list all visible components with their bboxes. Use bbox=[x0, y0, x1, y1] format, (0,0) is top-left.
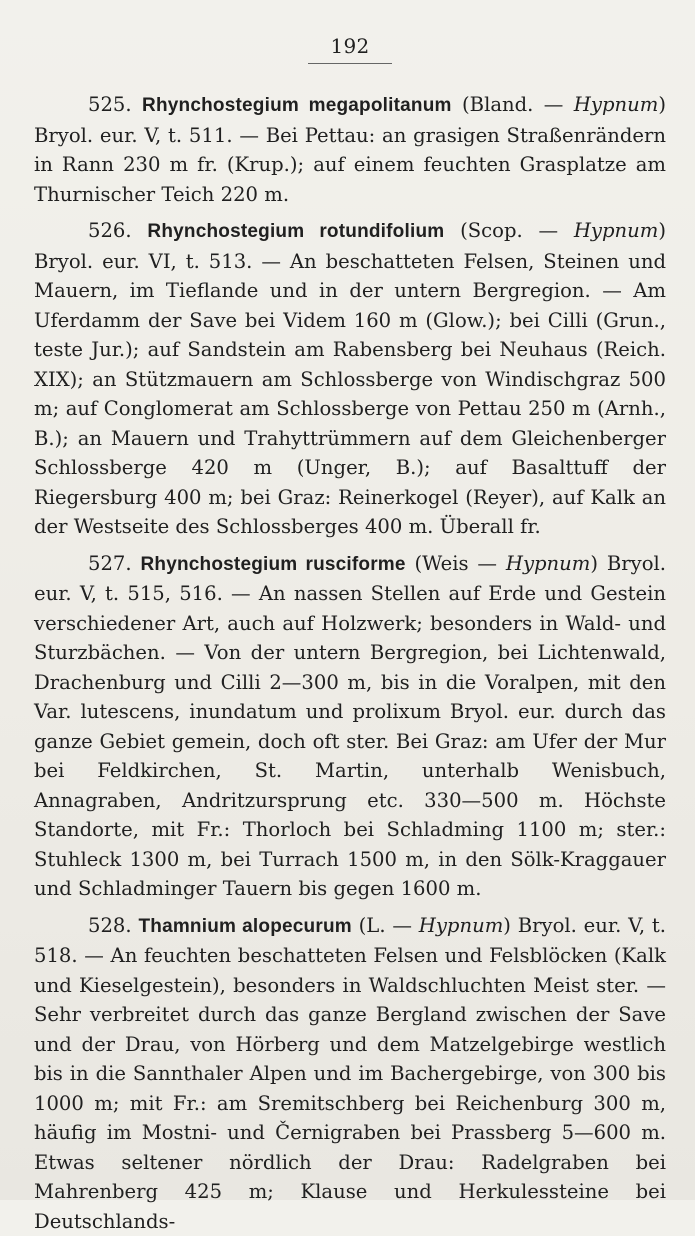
genus-synonym: Hypnum bbox=[574, 219, 659, 242]
entry-text-before: (L. — bbox=[352, 914, 419, 937]
entry-text-before: (Weis — bbox=[406, 552, 506, 575]
entry-text: ) Bryol. eur. VI, t. 513. — An beschatteten Felsen, Steinen und Mauern, im Tieflande und in der untern Bergregion. — Am Uferdamm der Save bei Videm 160 m (Glow.); bei Cilli (Grun., teste Jur.); auf Sandstein am Rabensberg bei Neuhaus (Reich. XIX); an Stützmauern am Schlossberge von Windischgraz 500 m; auf Conglomerat am Schlossberge von Pettau 250 m (Arnh., B.); an Mauern und Trahyttrümmern auf dem Gleichenberger Schlossberge 420 m (Unger, B.); auf Basalttuff der Riegersburg 400 m; bei Graz: Reinerkogel (Reyer), auf Kalk an der Westseite des Schlossberges 400 m. Überall fr. bbox=[34, 219, 666, 538]
species-name: Thamnium alopecurum bbox=[138, 916, 351, 937]
species-name: Rhynchostegium megapolitanum bbox=[142, 95, 452, 116]
page-number: 192 bbox=[308, 34, 391, 64]
entry-paragraph bbox=[34, 90, 666, 209]
species-entry-525 bbox=[34, 90, 666, 209]
book-page bbox=[34, 26, 666, 1186]
species-entry-528 bbox=[34, 911, 666, 1236]
genus-synonym: Hypnum bbox=[419, 914, 504, 937]
entry-number: 525. bbox=[88, 93, 132, 116]
entry-text-before: (Scop. — bbox=[444, 219, 573, 242]
entry-number: 526. bbox=[88, 219, 132, 242]
entry-paragraph bbox=[34, 549, 666, 904]
page-header bbox=[34, 34, 666, 64]
entry-number: 527. bbox=[88, 552, 132, 575]
species-entry-526 bbox=[34, 216, 666, 542]
entry-paragraph bbox=[34, 911, 666, 1236]
entry-paragraph bbox=[34, 216, 666, 542]
genus-synonym: Hypnum bbox=[506, 552, 591, 575]
species-entry-527 bbox=[34, 549, 666, 904]
entry-text: ) Bryol. eur. V, t. 518. — An feuchten beschatteten Felsen und Felsblöcken (Kalk und Kieselgestein), besonders in Waldschluchten Meist ster. — Sehr verbreitet durch das ganze Bergland zwischen der Save und der Drau, von Hörberg und dem Matzelgebirge westlich bis in die Sannthaler Alpen und im Bachergebirge, von 300 bis 1000 m; mit Fr.: am Sremitschberg bei Reichenburg 300 m, häufig im Mostni- und Černigraben bei Prassberg 5—600 m. Etwas seltener nördlich der Drau: Radelgraben bei Mahrenberg 425 m; Klause und Herkulessteine bei Deutschlands- bbox=[34, 914, 666, 1233]
entry-number: 528. bbox=[88, 914, 132, 937]
entry-text: ) Bryol. eur. V, t. 511. — Bei Pettau: an grasigen Straßenrändern in Rann 230 m fr. (Krup.); auf einem feuchten Grasplatze am Thurnischer Teich 220 m. bbox=[34, 93, 666, 206]
entry-text: ) Bryol. eur. V, t. 515, 516. — An nassen Stellen auf Erde und Gestein verschiedener Art, auch auf Holzwerk; besonders in Wald- und Sturzbächen. — Von der untern Bergregion, bei Lichtenwald, Drachenburg und Cilli 2—300 m, bis in die Voralpen, mit den Var. lutescens, inundatum und prolixum Bryol. eur. durch das ganze Gebiet gemein, doch oft ster. Bei Graz: am Ufer der Mur bei Feldkirchen, St. Martin, unterhalb Wenisbuch, Annagraben, Andritzursprung etc. 330—500 m. Höchste Standorte, mit Fr.: Thorloch bei Schladming 1100 m; ster.: Stuhleck 1300 m, bei Turrach 1500 m, in den Sölk-Kraggauer und Schladminger Tauern bis gegen 1600 m. bbox=[34, 552, 666, 901]
species-name: Rhynchostegium rotundifolium bbox=[147, 221, 444, 242]
entry-text-before: (Bland. — bbox=[452, 93, 574, 116]
genus-synonym: Hypnum bbox=[574, 93, 659, 116]
species-name: Rhynchostegium rusciforme bbox=[140, 554, 405, 575]
